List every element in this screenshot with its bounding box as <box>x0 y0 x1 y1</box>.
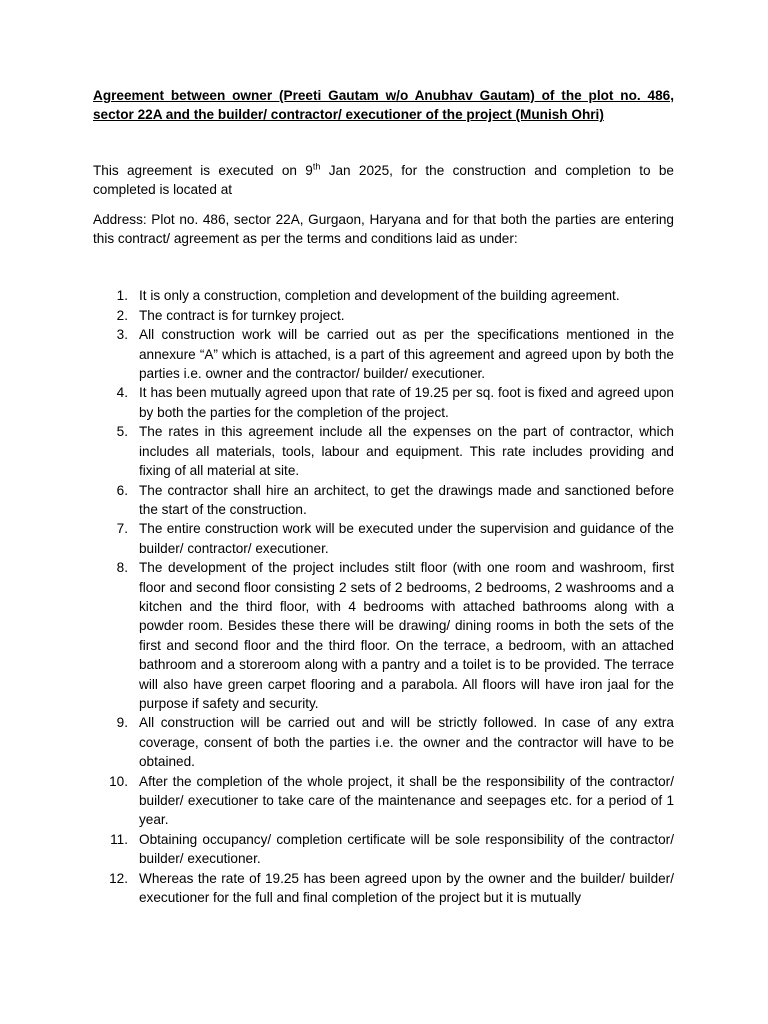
term-text: It is only a construction, completion and development of the building agreement. <box>139 288 620 304</box>
term-number: 12. <box>109 870 128 886</box>
term-text: All construction work will be carried out as per the specifications mentioned in the annexure “A” which is attached, is a part of this agreement and agreed upon by both the parties i.e. owner and the contractor/ builder/ executioner. <box>139 327 674 382</box>
term-number: 11. <box>110 831 128 847</box>
address-paragraph: Address: Plot no. 486, sector 22A, Gurgaon, Haryana and for that both the parties are entering this contract/ agreement as per the terms and conditions laid as under: <box>93 211 674 247</box>
term-number: 9. <box>116 715 128 731</box>
term-text: All construction will be carried out and will be strictly followed. In case of any extra coverage, consent of both the parties i.e. the owner and the contractor will have to be obtained. <box>139 715 674 770</box>
term-item <box>116 422 674 480</box>
agreement-title: Agreement between owner (Preeti Gautam w/o Anubhav Gautam) of the plot no. 486, sector 22A and the builder/ contractor/ executioner of the project (Munish Ohri) <box>93 88 674 123</box>
term-item <box>116 481 674 520</box>
term-text: The rates in this agreement include all the expenses on the part of contractor, which includes all materials, tools, labour and equipment. This rate includes providing and fixing of all material at site. <box>139 424 674 479</box>
term-number: 5. <box>116 424 128 440</box>
term-item <box>116 325 674 383</box>
term-text: The contractor shall hire an architect, to get the drawings made and sanctioned before the start of the construction. <box>139 482 674 517</box>
term-item <box>116 383 674 422</box>
term-number: 2. <box>116 307 128 323</box>
document-body <box>93 86 674 907</box>
term-number: 7. <box>116 521 128 537</box>
term-item <box>116 519 674 558</box>
term-number: 10. <box>109 773 128 789</box>
intro-text-start: This agreement is executed on 9 <box>93 162 313 178</box>
term-text: It has been mutually agreed upon that rate of 19.25 per sq. foot is fixed and agreed upon by both the parties for the completion of the project. <box>139 385 674 420</box>
term-item <box>110 830 674 869</box>
term-item <box>109 772 674 830</box>
term-item <box>116 306 674 325</box>
intro-text-end: Jan 2025, for the construction and completion to be completed is located at <box>93 162 674 198</box>
term-text: The development of the project includes stilt floor (with one room and washroom, first floor and second floor consisting 2 sets of 2 bedrooms, 2 bedrooms, 2 washrooms and a kitchen and the third floor, with 4 bedrooms with attached bathrooms along with a powder room. Besides these there will be drawing/ dining rooms in both the sets of the first and second floor and the third floor. On the terrace, a bedroom, with an attached bathroom and a storeroom along with a pantry and a toilet is to be provided. The terrace will also have green carpet flooring and a parabola. All floors will have iron jaal for the purpose if safety and security. <box>139 560 674 711</box>
term-text: After the completion of the whole project, it shall be the responsibility of the contractor/ builder/ executioner to take care of the maintenance and seepages etc. for a period of 1 year. <box>139 773 674 828</box>
terms-list <box>93 286 674 907</box>
term-text: The entire construction work will be executed under the supervision and guidance of the builder/ contractor/ executioner. <box>139 521 674 556</box>
date-ordinal-suffix: th <box>312 161 321 172</box>
term-item <box>116 713 674 771</box>
intro-paragraph <box>93 161 674 200</box>
term-number: 6. <box>116 482 128 498</box>
term-number: 4. <box>116 385 128 401</box>
term-number: 3. <box>116 327 128 343</box>
term-item <box>116 558 674 713</box>
term-text: Whereas the rate of 19.25 has been agreed upon by the owner and the builder/ builder/ executioner for the full and final completion of the project but it is mutually <box>139 870 674 906</box>
term-text: Obtaining occupancy/ completion certificate will be sole responsibility of the contractor/ builder/ executioner. <box>139 831 674 867</box>
term-item <box>116 286 674 305</box>
term-text: The contract is for turnkey project. <box>139 307 345 323</box>
term-item <box>109 869 674 908</box>
term-number: 8. <box>116 560 128 576</box>
term-number: 1. <box>116 288 128 304</box>
